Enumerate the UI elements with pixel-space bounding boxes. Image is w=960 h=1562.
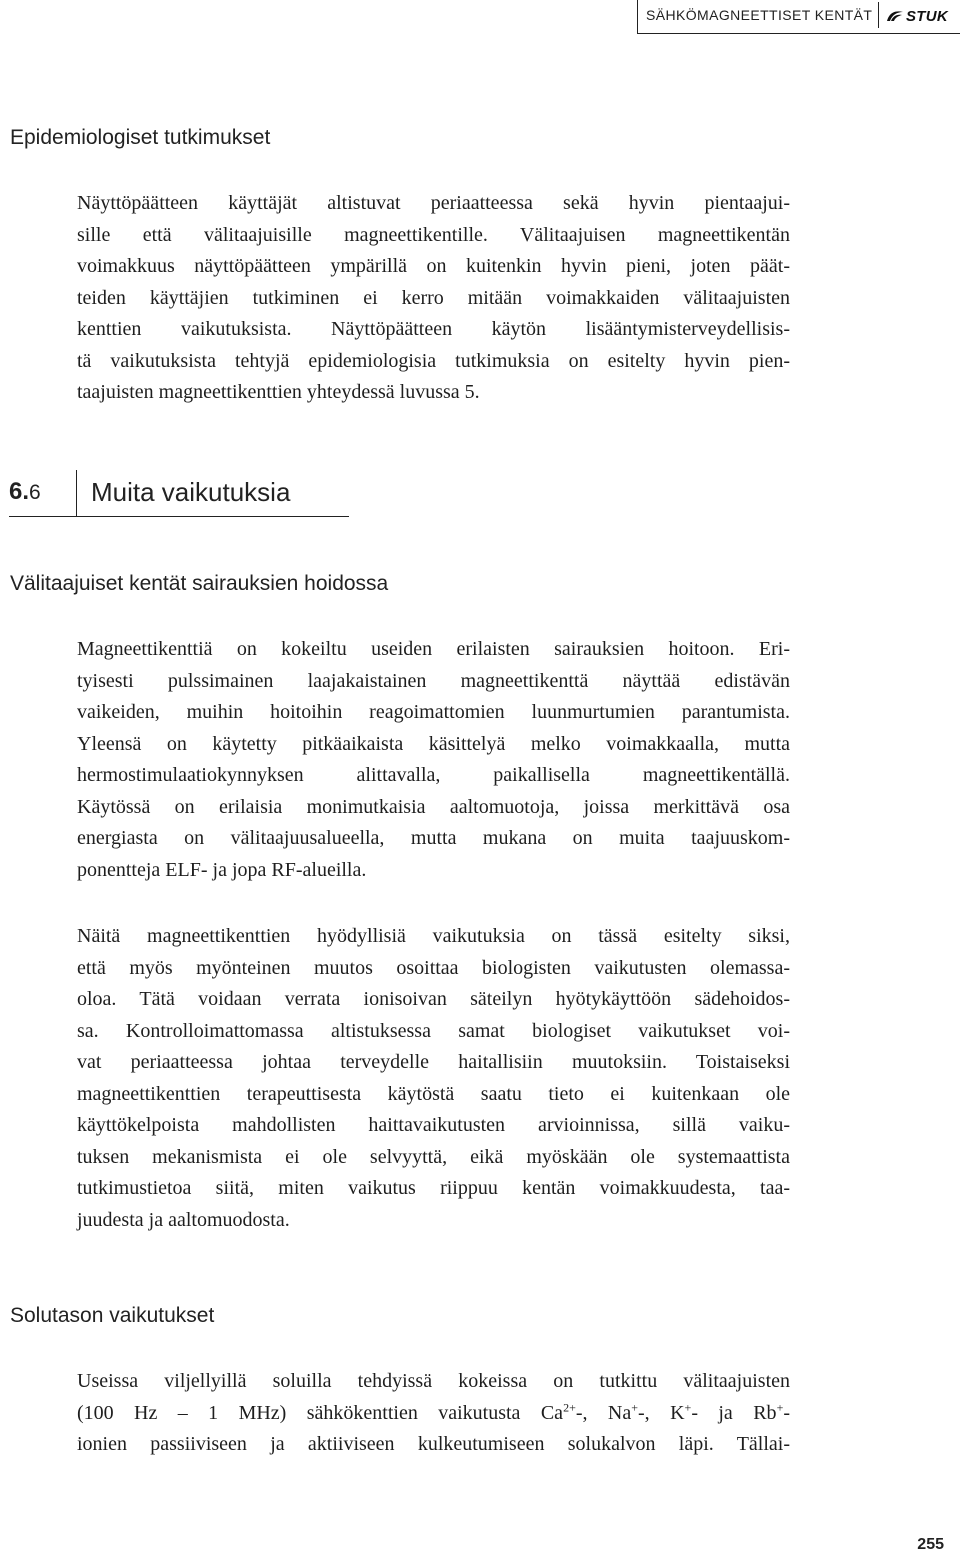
text-line: oloa. Tätä voidaan verrata ionisoivan säteilyn hyötykäyttöön sädehoidos- bbox=[77, 988, 790, 1010]
text-line: sa. Kontrolloimattomassa altistuksessa samat biologiset vaikutukset voi- bbox=[77, 1019, 790, 1042]
text-line: ponentteja ELF- ja jopa RF-alueilla. bbox=[77, 858, 367, 881]
text-line: voimakkuus näyttöpäätteen ympärillä on kuitenkin hyvin pieni, joten päät- bbox=[77, 255, 790, 277]
epidemiology-heading: Epidemiologiset tutkimukset bbox=[10, 126, 271, 149]
text-line: vat periaatteessa johtaa terveydelle haitallisiin muutoksiin. Toistaiseksi bbox=[77, 1051, 790, 1073]
header-title: SÄHKÖMAGNEETTISET KENTÄT bbox=[646, 7, 873, 23]
treatment-paragraph-1 bbox=[77, 634, 790, 886]
chapter-number-minor: 6 bbox=[29, 481, 41, 504]
ions-text-e: - bbox=[783, 1401, 791, 1424]
treatment-heading: Välitaajuiset kentät sairauksien hoidossa bbox=[10, 572, 389, 595]
text-line: tä vaikutuksista tehtyjä epidemiologisia tutkimuksia on esitelty hyvin pien- bbox=[77, 349, 790, 372]
text-line: ionien passiiviseen ja aktiiviseen kulkeutumiseen solukalvon läpi. Tällai- bbox=[77, 1433, 790, 1455]
treatment-paragraph-2 bbox=[77, 921, 790, 1236]
text-line: hermostimulaatiokynnyksen alittavalla, paikallisella magneettikentällä. bbox=[77, 764, 790, 786]
text-line: Näyttöpäätteen käyttäjät altistuvat periaatteessa sekä hyvin pientaajui- bbox=[77, 192, 790, 214]
text-line: tuksen mekanismista ei ole selvyyttä, eikä myöskään ole systemaattista bbox=[77, 1145, 790, 1168]
page-number: 255 bbox=[917, 1536, 944, 1553]
text-line-ions bbox=[77, 1398, 790, 1430]
chapter-title: Muita vaikutuksia bbox=[91, 477, 291, 507]
stuk-swoosh-icon bbox=[886, 9, 904, 23]
stuk-logo bbox=[886, 6, 948, 26]
chapter-divider bbox=[76, 470, 77, 516]
text-line: Yleensä on käytetty pitkäaikaista käsittelyä melko voimakkaalla, mutta bbox=[77, 732, 790, 755]
text-line: tyisesti pulssimainen laajakaistainen magneettikenttä näyttää edistävän bbox=[77, 669, 790, 692]
text-line: vaikeiden, muihin hoitoihin reagoimattomien luunmurtumien parantumista. bbox=[77, 701, 790, 723]
text-line: magneettikenttien terapeuttisesta käytöstä saatu tieto ei kuitenkaan ole bbox=[77, 1082, 790, 1105]
running-header bbox=[637, 0, 960, 34]
text-line: että myös myönteinen muutos osoittaa biologisten vaikutusten olemassa- bbox=[77, 956, 790, 979]
cell-level-paragraph bbox=[77, 1366, 790, 1461]
chapter-number-major: 6. bbox=[9, 478, 30, 505]
ions-text-d: - ja Rb bbox=[691, 1401, 777, 1424]
text-line: juudesta ja aaltomuodosta. bbox=[77, 1208, 290, 1231]
ca-charge: 2+ bbox=[563, 1399, 576, 1414]
header-divider bbox=[878, 2, 879, 28]
text-line: sille että välitaajuisille magneettikentille. Välitaajuisen magneettikentän bbox=[77, 223, 790, 246]
text-line: energiasta on välitaajuusalueella, mutta mukana on muita taajuuskom- bbox=[77, 827, 790, 849]
text-line: käyttökelpoista mahdollisten haittavaikutusten arvioinnissa, sillä vaiku- bbox=[77, 1114, 790, 1136]
text-line: Magneettikenttiä on kokeiltu useiden erilaisten sairauksien hoitoon. Eri- bbox=[77, 638, 790, 660]
ions-text-c: -, K bbox=[638, 1401, 685, 1424]
text-line: taajuisten magneettikenttien yhteydessä luvussa 5. bbox=[77, 381, 480, 403]
ions-text-b: -, Na bbox=[575, 1401, 632, 1424]
rb-charge: + bbox=[776, 1399, 784, 1414]
text-line: kenttien vaikutuksista. Näyttöpäätteen käytön lisääntymisterveydellisis- bbox=[77, 318, 790, 340]
k-charge: + bbox=[684, 1399, 692, 1414]
ions-text-a: (100 Hz – 1 MHz) sähkökenttien vaikutusta Ca bbox=[77, 1401, 564, 1424]
chapter-heading bbox=[9, 470, 349, 517]
na-charge: + bbox=[631, 1399, 639, 1414]
logo-text: STUK bbox=[906, 7, 949, 25]
chapter-number bbox=[9, 478, 41, 506]
cell-level-heading: Solutason vaikutukset bbox=[10, 1304, 215, 1327]
text-line: Useissa viljellyillä soluilla tehdyissä kokeissa on tutkittu välitaajuisten bbox=[77, 1370, 790, 1392]
text-line: Käytössä on erilaisia monimutkaisia aaltomuotoja, joissa merkittävä osa bbox=[77, 795, 790, 818]
text-line: Näitä magneettikenttien hyödyllisiä vaikutuksia on tässä esitelty siksi, bbox=[77, 925, 790, 947]
text-line: teiden käyttäjien tutkiminen ei kerro mitään voimakkaiden välitaajuisten bbox=[77, 286, 790, 309]
text-line: tutkimustietoa siitä, miten vaikutus riippuu kentän voimakkuudesta, taa- bbox=[77, 1177, 790, 1199]
epidemiology-paragraph bbox=[77, 188, 790, 409]
